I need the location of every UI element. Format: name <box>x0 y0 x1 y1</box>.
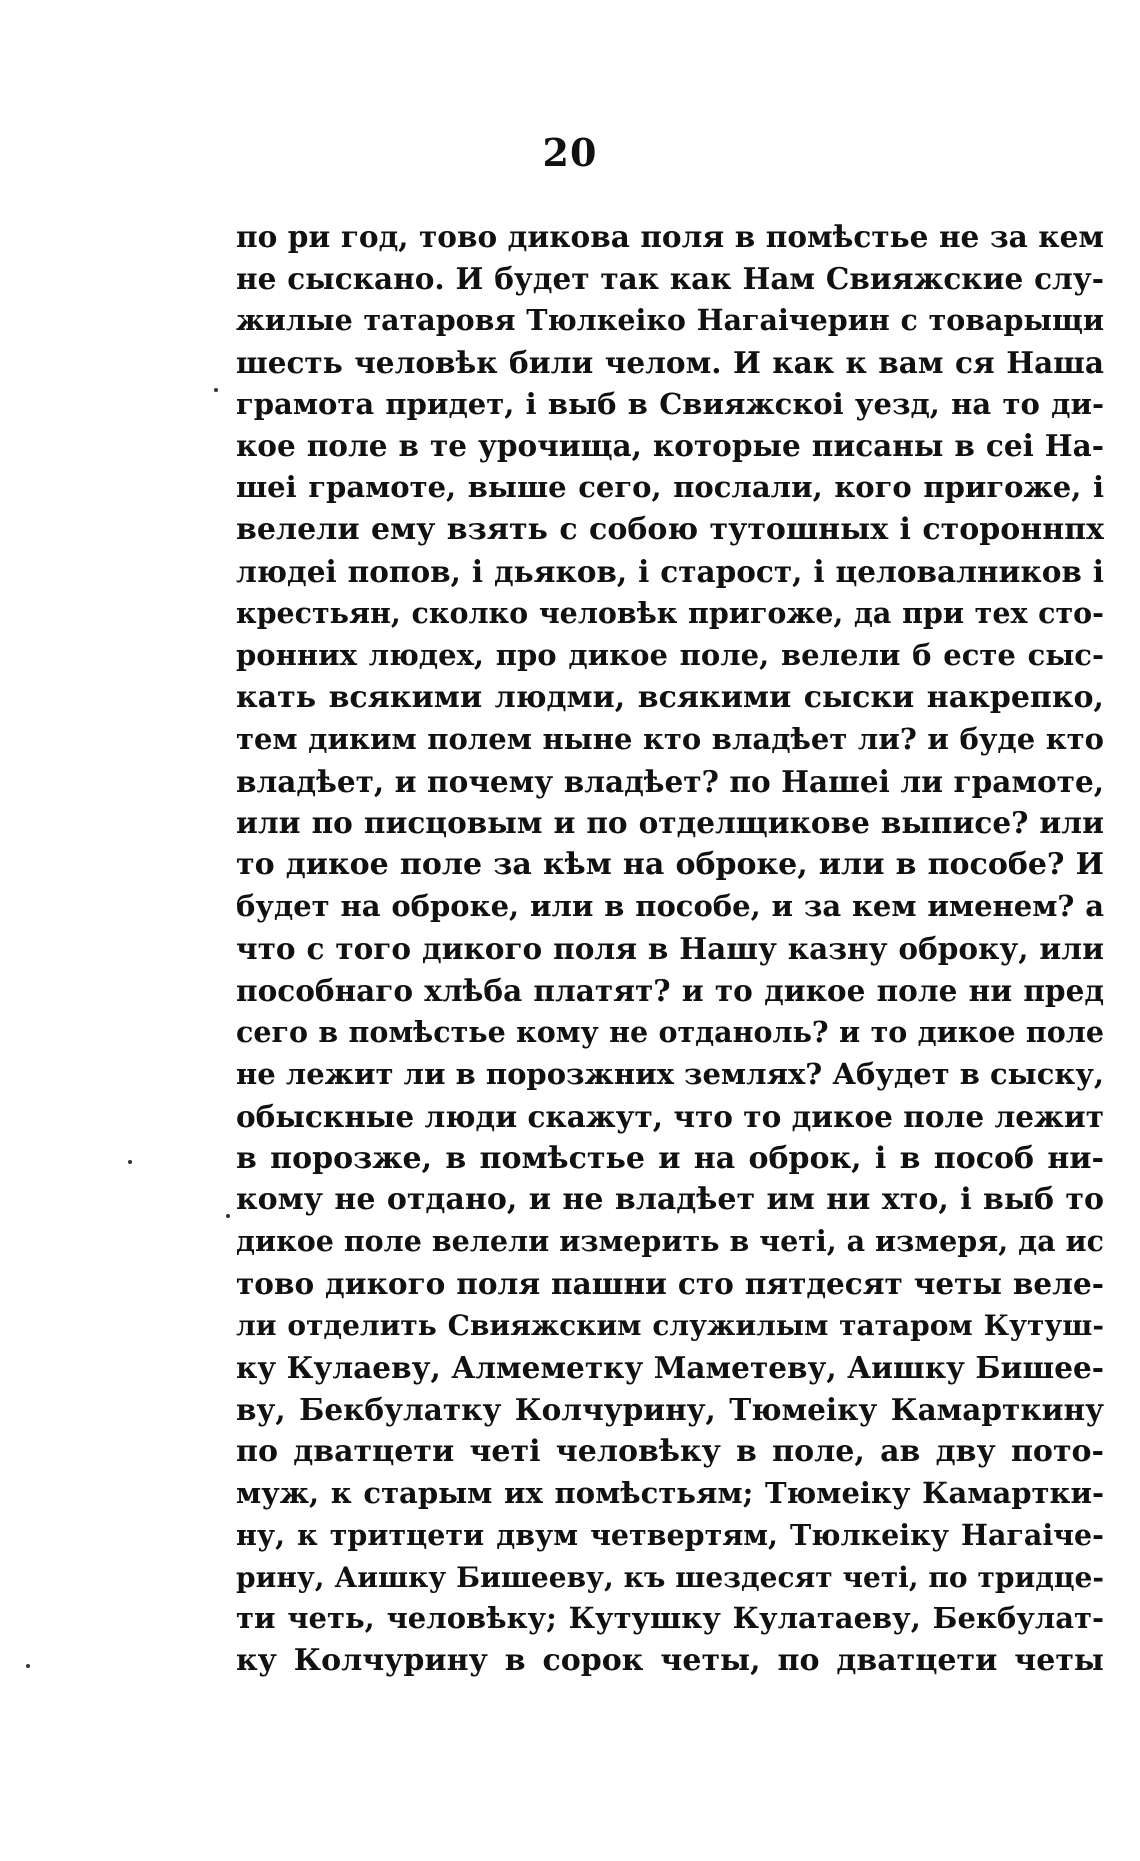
text-line: ку Колчурину в сорок четы, по дватцети четы <box>236 1643 1104 1679</box>
text-line: ву, Бекбулатку Колчурину, Тюмеіку Камарткину <box>236 1391 1104 1427</box>
text-line: ли отделить Свияжским служилым татаром Кутуш- <box>236 1309 1104 1343</box>
scan-speck <box>26 1664 30 1668</box>
text-line: будет на оброке, или в пособе, и за кем именем? а <box>236 889 1104 924</box>
text-line: пособнаго хлѣба платят? и то дикое поле ни пред <box>236 973 1104 1009</box>
text-line: обыскные люди скажут, что то дикое поле лежит <box>236 1098 1104 1134</box>
text-line: крестьян, сколко человѣк пригоже, да при тех сто- <box>236 596 1104 631</box>
text-line: не лежит ли в порозжних землях? Абудет в сыску, <box>236 1056 1104 1091</box>
text-line: кому не отдано, и не владѣет им ни хто, і выб то <box>236 1182 1104 1218</box>
text-line: владѣет, и почему владѣет? по Нашеі ли грамоте, <box>236 763 1104 799</box>
text-line: людеі попов, і дьяков, і старост, і целовалников і <box>236 554 1104 590</box>
text-line: ронних людех, про дикое поле, велели б есте сыс- <box>236 637 1104 672</box>
text-line: шеі грамоте, выше сего, послали, кого пригоже, і <box>236 470 1104 505</box>
text-line: дикое поле велели измерить в четі, а измеря, да ис <box>236 1224 1104 1259</box>
text-line: ти четь, человѣку; Кутушку Кулатаеву, Бекбулат- <box>236 1601 1104 1636</box>
page-number: 20 <box>542 130 598 175</box>
text-line: жилые татаровя Тюлкеіко Нагаічерин с товарыщи <box>236 302 1104 337</box>
text-line: в порозже, в помѣстье и на оброк, і в пособ ни- <box>236 1140 1104 1176</box>
text-line: сего в помѣстье кому не отданоль? и то дикое поле <box>236 1014 1104 1049</box>
scan-speck <box>214 388 218 392</box>
text-line: грамота придет, і выб в Свияжскоі уезд, на то ди- <box>236 386 1104 421</box>
text-line: тово дикого поля пашни сто пятдесят четы веле- <box>236 1266 1104 1302</box>
text-line: кать всякими людми, всякими сыски накрепко, <box>236 679 1104 715</box>
text-line: тем диким полем ныне кто владѣет ли? и буде кто <box>236 721 1104 756</box>
text-line: кое поле в те урочища, которые писаны в сеі На- <box>236 428 1104 464</box>
text-line: то дикое поле за кѣм на оброке, или в пособе? И <box>236 847 1104 883</box>
text-line: рину, Аишку Бишееву, къ шездесят четі, по тридце- <box>236 1560 1104 1594</box>
text-line: ну, к тритцети двум четвертям, Тюлкеіку Нагаіче- <box>236 1517 1104 1552</box>
text-line: по ри год, тово дикова поля в помѣстье не за кем <box>236 219 1104 254</box>
text-line: по дватцети четі человѣку в поле, ав дву пото- <box>236 1433 1104 1469</box>
text-line: шесть человѣк били челом. И как к вам ся Наша <box>236 344 1104 380</box>
text-line: не сыскано. И будет так как Нам Свияжские слу- <box>236 260 1104 296</box>
text-line: что с того дикого поля в Нашу казну оброку, или <box>236 931 1104 967</box>
scan-speck <box>226 1214 230 1218</box>
body-text <box>236 216 1104 1682</box>
text-line: ку Кулаеву, Алмеметку Маметеву, Аишку Бишее- <box>236 1350 1104 1386</box>
text-line: велели ему взять с собою тутошных і стороннпх <box>236 512 1104 548</box>
text-line: муж, к старым их помѣстьям; Тюмеіку Камартки- <box>236 1475 1104 1510</box>
scan-speck <box>128 1160 132 1164</box>
text-line: или по писцовым и по отделщикове выписе? или <box>236 805 1104 841</box>
